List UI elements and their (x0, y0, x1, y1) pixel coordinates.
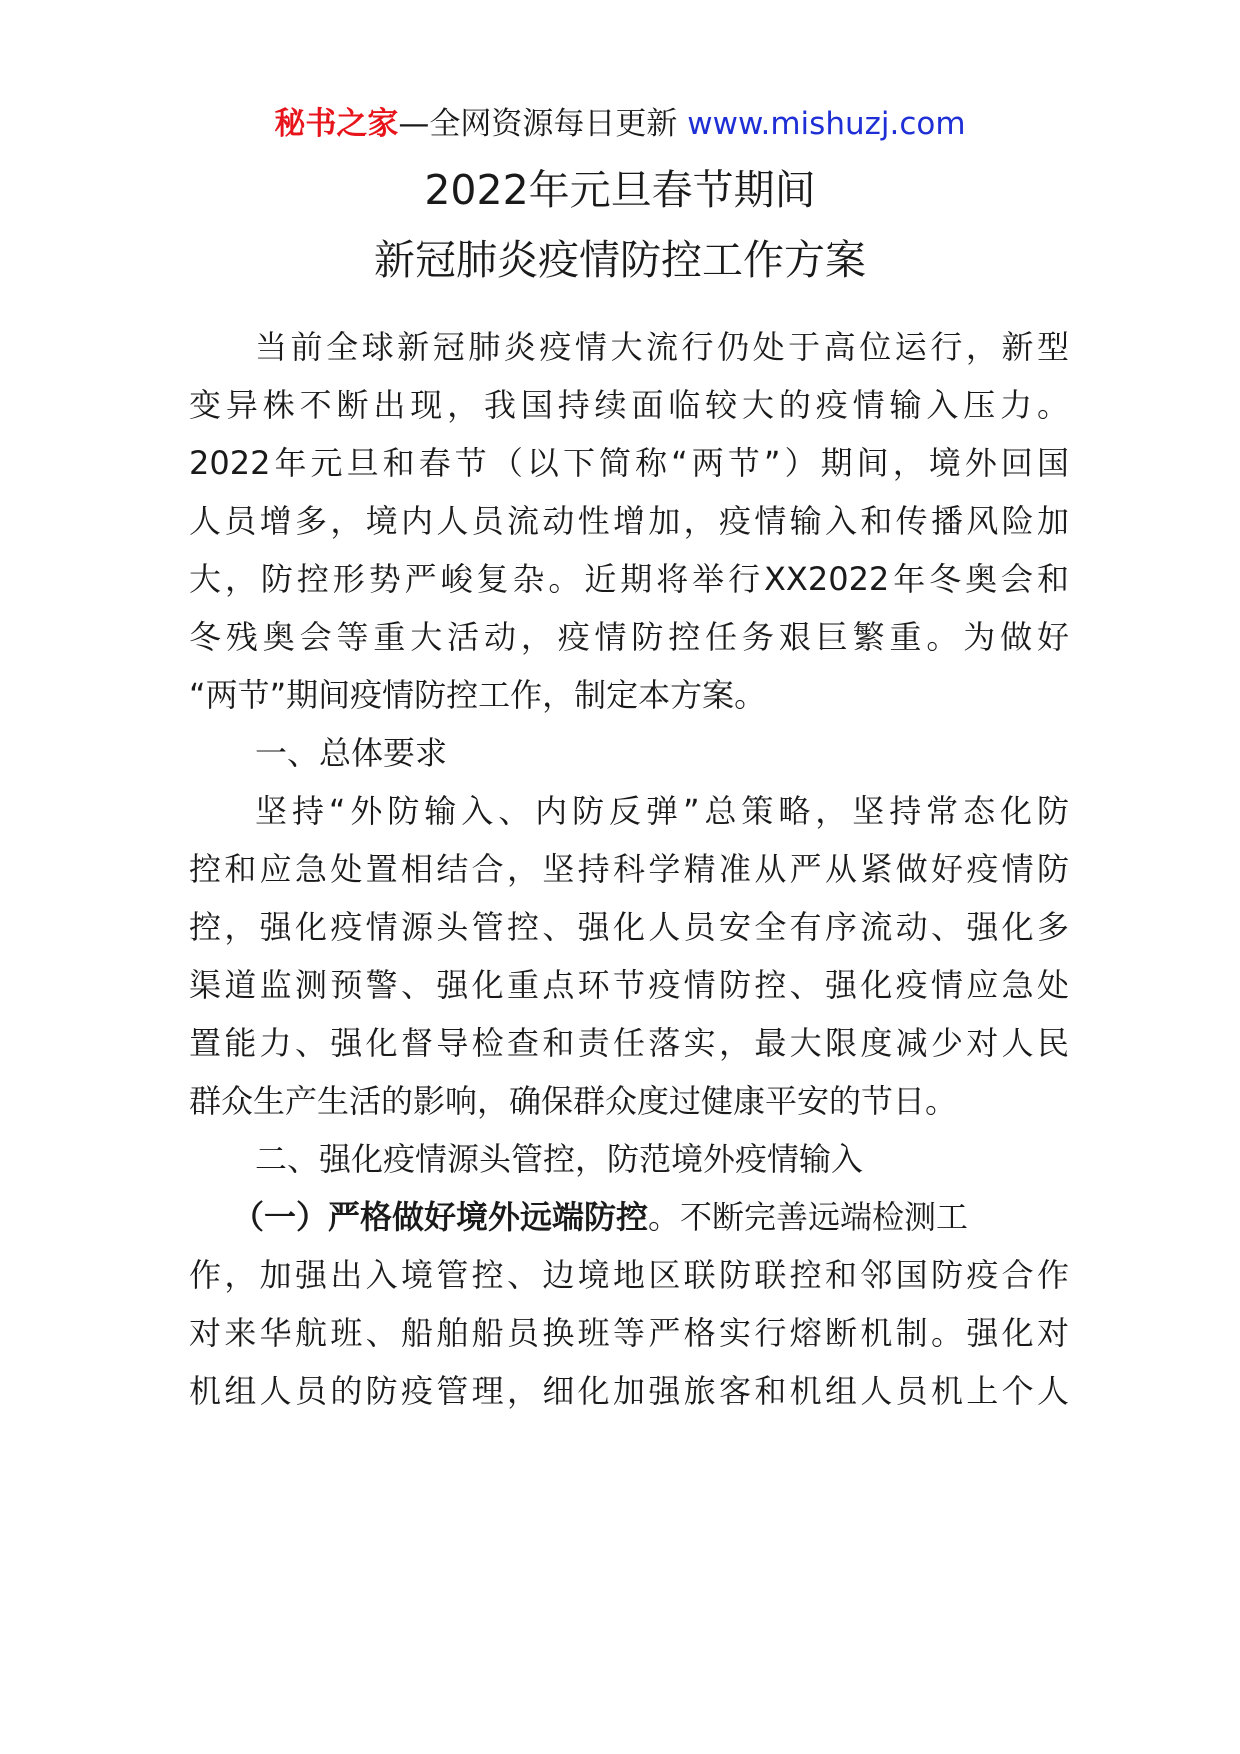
paragraph-line: 群众生产生活的影响，确保群众度过健康平安的节日。 (189, 1082, 958, 1120)
document-title-line-1: 2022年元旦春节期间 (424, 166, 816, 214)
site-url-link[interactable]: www.mishuzj.com (687, 106, 966, 142)
paragraph-line: 当前全球新冠肺炎疫情大流行仍处于高位运行，新型 (255, 328, 1069, 366)
section-heading-1: 一、总体要求 (255, 734, 448, 772)
paragraph-line: 置能力、强化督导检查和责任落实，最大限度减少对人民 (189, 1024, 1069, 1062)
paragraph-line: 坚持“外防输入、内防反弹”总策略，坚持常态化防 (255, 792, 1069, 830)
subsection-heading: （一）严格做好境外远端防控 (232, 1198, 649, 1236)
paragraph-line: 人员增多，境内人员流动性增加，疫情输入和传播风险加 (189, 502, 1069, 540)
paragraph-line: 作，加强出入境管控、边境地区联防联控和邻国防疫合作 (189, 1256, 1069, 1294)
paragraph-line: 控，强化疫情源头管控、强化人员安全有序流动、强化多 (189, 908, 1069, 946)
banner-dash: — (398, 106, 430, 142)
paragraph-line: 冬残奥会等重大活动，疫情防控任务艰巨繁重。为做好 (189, 618, 1069, 656)
paragraph-line: 大，防控形势严峻复杂。近期将举行XX2022年冬奥会和 (189, 560, 1069, 598)
paragraph-line: 2022年元旦和春节（以下简称“两节”）期间，境外回国 (189, 444, 1069, 482)
site-brand: 秘书之家 (274, 106, 399, 142)
paragraph-line: 渠道监测预警、强化重点环节疫情防控、强化疫情应急处 (189, 966, 1069, 1004)
paragraph-line: “两节”期间疫情防控工作，制定本方案。 (189, 676, 767, 714)
paragraph-line: 控和应急处置相结合，坚持科学精准从严从紧做好疫情防 (189, 850, 1069, 888)
site-banner (0, 102, 1240, 146)
document-title-line-2: 新冠肺炎疫情防控工作方案 (374, 236, 866, 284)
paragraph-line: 对来华航班、船舶船员换班等严格实行熔断机制。强化对 (189, 1314, 1069, 1352)
subsection-text: 。不断完善远端检测工 (648, 1198, 969, 1236)
subsection-line (232, 1195, 1069, 1239)
paragraph-line: 变异株不断出现，我国持续面临较大的疫情输入压力。 (189, 386, 1069, 424)
banner-tagline: 全网资源每日更新 (429, 106, 678, 142)
paragraph-line: 机组人员的防疫管理，细化加强旅客和机组人员机上个人 (189, 1372, 1069, 1410)
section-heading-2: 二、强化疫情源头管控，防范境外疫情输入 (255, 1140, 864, 1178)
